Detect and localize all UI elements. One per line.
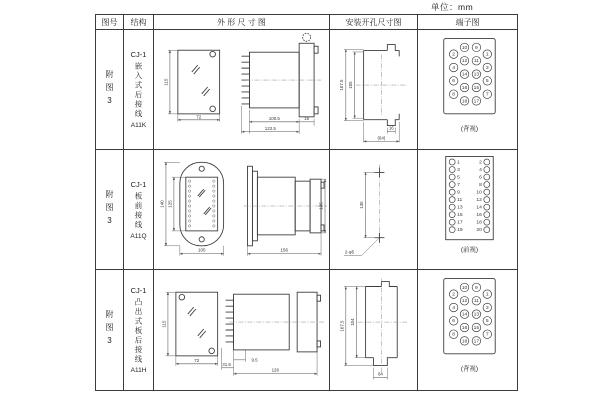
hole-spec-label: 2-φ5	[344, 249, 355, 254]
terminal-number: 11	[457, 197, 463, 203]
structure-name: 板前接线	[134, 191, 143, 230]
terminal-number: 10	[461, 285, 468, 291]
outline-drawing-a11k	[154, 30, 329, 150]
terminal-number: 1	[485, 292, 489, 298]
figure-label: 附图3	[105, 310, 114, 350]
terminal-diagram-a11h	[418, 270, 517, 390]
terminal-number: 6	[479, 174, 482, 180]
dim-front-height: 115	[161, 320, 167, 328]
extension-lines	[168, 50, 314, 134]
terminal-circle	[449, 196, 455, 202]
terminal-number: 19	[457, 227, 463, 233]
mounting-drawing-a11q	[330, 150, 417, 270]
mounting-cell-row2	[330, 150, 418, 270]
terminal-number: 6	[452, 319, 456, 325]
screw-dot	[213, 214, 215, 216]
structure-code: A11K	[130, 122, 147, 129]
terminal-circle	[484, 189, 490, 195]
terminal-number: 15	[457, 212, 463, 218]
screw-dot	[213, 189, 215, 191]
outline-cell-row3	[154, 270, 330, 391]
structure-model: CJ-1	[130, 285, 147, 295]
terminal-number: 13	[457, 205, 463, 211]
dimensions	[163, 50, 314, 132]
dim-front-height: 115	[163, 77, 169, 86]
header-mounting: 安装开孔尺寸图	[330, 15, 418, 30]
terminal-circle	[484, 174, 490, 180]
terminal-number: 10	[461, 45, 468, 51]
figure-label: 附图3	[105, 189, 114, 230]
terminal-circle	[484, 196, 490, 202]
view-label: (背视)	[460, 125, 479, 133]
terminal-number: 13	[473, 312, 480, 318]
structure-model: CJ-1	[130, 179, 147, 189]
terminal-number: 5	[485, 319, 489, 325]
figure-cell-row1	[96, 30, 124, 150]
terminal-number: 6	[452, 78, 456, 84]
mounting-cell-row3	[330, 270, 418, 391]
screw-dot	[188, 204, 190, 206]
terminal-screw-dots	[188, 179, 215, 226]
dim-h-inner: 104	[350, 318, 356, 326]
dim-side-total: 126	[271, 367, 280, 373]
terminal-number: 2	[452, 292, 456, 298]
terminal-circle	[449, 166, 455, 172]
structure-name: 凸出式板后接线	[134, 297, 143, 365]
terminal-number: 7	[485, 332, 489, 338]
terminal-number: 9	[457, 189, 460, 195]
dim-front-height-outer: 140	[159, 199, 165, 208]
terminal-circle	[484, 211, 490, 217]
terminal-circle	[484, 159, 490, 165]
screw-dot	[188, 224, 190, 226]
spec-table	[95, 14, 518, 391]
terminal-number: 2	[452, 51, 456, 57]
terminal-circle	[449, 219, 455, 225]
outline-drawing-a11h	[154, 270, 329, 390]
terminal-cell-row3	[418, 270, 518, 391]
terminal-number: 17	[473, 339, 480, 345]
terminal-number: 20	[476, 227, 482, 233]
terminal-number: 5	[485, 78, 489, 84]
extension-lines	[166, 292, 317, 376]
dim-h-inner: 105	[348, 80, 354, 89]
terminal-circles	[449, 283, 491, 345]
view-label: (背视)	[460, 365, 479, 373]
terminal-number: 1	[485, 51, 489, 57]
screw-dot	[213, 224, 215, 226]
terminal-number: 4	[452, 65, 456, 71]
terminal-circle	[449, 189, 455, 195]
dimensions	[345, 172, 366, 254]
structure-code: A11Q	[130, 232, 147, 240]
terminal-circle	[449, 174, 455, 180]
dim-side-flange: 16	[304, 115, 310, 121]
mounting-drawing-a11k	[330, 30, 417, 150]
front-view	[176, 292, 218, 356]
structure-code: A11H	[130, 367, 147, 375]
view-label: (前视)	[460, 246, 479, 254]
terminal-number: 4	[452, 305, 456, 311]
dimensions	[161, 292, 317, 374]
structure-model: CJ-1	[130, 50, 147, 59]
structure-cell-row3	[124, 270, 154, 391]
figure-label: 附图3	[105, 69, 114, 110]
screw-dot	[213, 194, 215, 196]
terminal-circle	[449, 226, 455, 232]
terminal-circle	[484, 226, 490, 232]
terminal-cell-row2	[418, 150, 518, 270]
terminal-number: 16	[461, 85, 468, 91]
terminal-number: 9	[475, 285, 478, 291]
terminal-cell-row1	[418, 30, 518, 150]
mounting-cell-row1	[330, 30, 418, 150]
screw-dot	[188, 214, 190, 216]
terminal-number: 9	[475, 45, 478, 51]
dim-side-total: 156	[280, 247, 288, 253]
outline-cell-row1	[154, 30, 330, 150]
header-structure: 结构	[124, 15, 154, 30]
terminal-number: 13	[473, 72, 480, 78]
terminal-number: 18	[461, 339, 468, 345]
terminal-number: 10	[476, 189, 482, 195]
header-figure: 图号	[96, 15, 124, 30]
terminal-number: 16	[461, 325, 468, 331]
dim-w-bottom: 64	[377, 371, 383, 377]
terminal-circle	[484, 166, 490, 172]
screw-dot	[188, 184, 190, 186]
terminal-circle	[449, 211, 455, 217]
outline-drawing-a11q	[154, 150, 329, 270]
terminal-number: 12	[461, 58, 468, 64]
screw-dot	[188, 209, 190, 211]
terminal-number: 5	[457, 174, 460, 180]
terminal-number: 8	[452, 92, 456, 98]
terminal-number: 16	[476, 212, 482, 218]
terminal-number: 15	[473, 325, 480, 331]
front-view	[178, 50, 220, 114]
terminal-number: 18	[476, 220, 482, 226]
terminal-diagram-a11q	[418, 150, 517, 270]
dim-side-body: 100.5	[268, 115, 280, 121]
structure-cell-row2	[124, 150, 154, 270]
dim-w-outer: (64)	[377, 134, 386, 140]
screw-dot	[213, 204, 215, 206]
dim-front-height-inner: 125	[167, 199, 173, 208]
dim-h-outer: 107.5	[339, 320, 345, 332]
screw-dot	[188, 194, 190, 196]
terminal-number: 8	[452, 332, 456, 338]
terminal-number: 8	[479, 182, 482, 188]
screw-dot	[188, 199, 190, 201]
dim-side-height: 135	[318, 201, 324, 210]
side-view	[242, 33, 319, 117]
front-view	[180, 162, 224, 246]
terminal-number: 11	[473, 58, 479, 64]
terminal-circle	[484, 181, 490, 187]
terminal-number: 15	[473, 85, 480, 91]
terminal-number: 3	[457, 167, 460, 173]
terminal-outline	[446, 156, 494, 239]
terminal-circle	[484, 204, 490, 210]
terminal-number: 1	[457, 159, 460, 165]
terminal-circles	[449, 159, 490, 233]
dimensions	[339, 287, 387, 378]
terminal-number: 11	[473, 299, 479, 305]
terminal-number: 17	[473, 98, 480, 104]
dim-side-total: 122.5	[264, 125, 276, 131]
terminal-circle	[484, 219, 490, 225]
terminal-number: 3	[485, 305, 489, 311]
terminal-circle	[449, 204, 455, 210]
screw-dot	[213, 179, 215, 181]
unit-label: 单位：mm	[431, 2, 474, 12]
dim-front-width: 72	[196, 113, 202, 119]
terminal-number: 14	[476, 205, 482, 211]
dim-front-width: 72	[194, 357, 200, 363]
terminal-number: 14	[461, 72, 468, 78]
dim-height: 135	[359, 200, 365, 209]
screw-dot	[188, 219, 190, 221]
terminal-circle	[449, 159, 455, 165]
dim-side-pins: 31.5	[222, 361, 231, 367]
structure-cell-row1	[124, 30, 154, 150]
terminal-diagram-a11k	[418, 30, 517, 150]
dim-h-outer: 107.5	[338, 79, 344, 91]
terminal-number: 7	[485, 92, 489, 98]
terminal-number: 17	[457, 220, 463, 226]
figure-cell-row3	[96, 270, 124, 391]
terminal-circle	[449, 181, 455, 187]
screw-dot	[213, 209, 215, 211]
terminal-number: 14	[461, 312, 468, 318]
terminal-number: 2	[479, 159, 482, 165]
terminal-number: 12	[476, 197, 482, 203]
dim-side-front: 9.5	[251, 357, 258, 363]
screw-dot	[213, 184, 215, 186]
terminal-number: 12	[461, 299, 468, 305]
terminal-circles	[449, 43, 491, 105]
dim-front-width: 105	[197, 247, 206, 253]
dimensions	[339, 49, 399, 141]
terminal-number: 4	[479, 167, 482, 173]
figure-cell-row2	[96, 150, 124, 270]
screw-dot	[213, 199, 215, 201]
structure-name: 嵌入式后接线	[134, 62, 143, 119]
extension-lines	[344, 172, 380, 255]
mounting-drawing-a11h	[330, 270, 417, 390]
screw-dot	[188, 189, 190, 191]
screw-dot	[188, 179, 190, 181]
header-terminal: 端子图	[418, 15, 518, 30]
header-outline: 外 形 尺 寸 图	[154, 15, 330, 30]
terminal-number: 18	[461, 98, 468, 104]
terminal-number: 3	[485, 65, 489, 71]
dim-w-inner: 16	[388, 125, 394, 131]
screw-dot	[213, 219, 215, 221]
outline-cell-row2	[154, 150, 330, 270]
dimensions	[159, 162, 325, 253]
terminal-number: 7	[457, 182, 460, 188]
